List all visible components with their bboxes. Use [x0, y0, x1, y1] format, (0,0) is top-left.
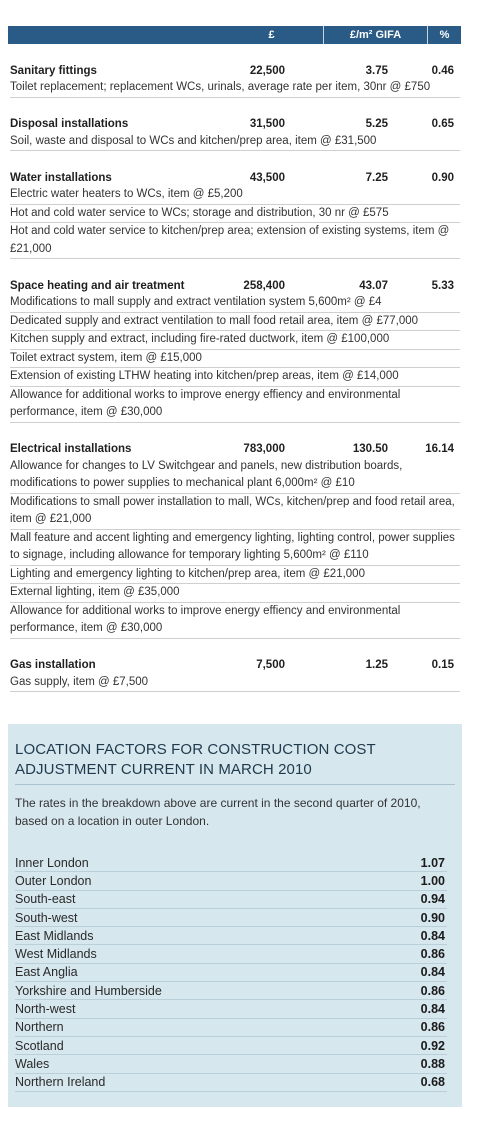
location-factor-row: [15, 854, 447, 872]
header-percent: %: [439, 29, 450, 41]
region-name: North-west: [15, 1002, 76, 1017]
section-total: 7,500: [256, 659, 285, 671]
region-factor: 0.92: [420, 1038, 445, 1053]
location-factor-row: [15, 1019, 447, 1037]
section-line-item: Hot and cold water service to WCs; storage and distribution, 30 nr @ £575: [10, 205, 460, 224]
section-line-item: Toilet extract system, item @ £15,000: [10, 350, 460, 369]
section-line-item: Modifications to mall supply and extract ventilation system 5,600m² @ £4: [10, 294, 460, 313]
location-factor-row: [15, 964, 447, 982]
region-name: Outer London: [15, 873, 92, 888]
region-name: Wales: [15, 1056, 50, 1071]
section-rate: 130.50: [352, 443, 388, 455]
location-factor-row: [15, 927, 447, 945]
section-line-item: Extension of existing LTHW heating into kitchen/prep areas, item @ £14,000: [10, 368, 460, 387]
section-line-item: Toilet replacement; replacement WCs, urinals, average rate per item, 30nr @ £750: [10, 79, 460, 98]
region-factor: 0.94: [420, 892, 445, 907]
region-name: South-west: [15, 910, 78, 925]
section-line-item: Modifications to small power installation to mall, WCs, kitchen/prep and food retail area, item @ £21,000: [10, 494, 460, 530]
location-factor-row: [15, 1000, 447, 1018]
cost-sections: [10, 62, 460, 692]
region-name: Scotland: [15, 1038, 64, 1053]
location-factor-row: [15, 982, 447, 1000]
region-name: South-east: [15, 892, 76, 907]
region-name: Yorkshire and Humberside: [15, 983, 162, 998]
section-percent: 0.15: [431, 659, 454, 671]
region-name: East Anglia: [15, 965, 78, 980]
section-line-item: Lighting and emergency lighting to kitchen/prep area, item @ £21,000: [10, 566, 460, 585]
section-line-item: Kitchen supply and extract, including fire-rated ductwork, item @ £100,000: [10, 331, 460, 350]
section-line-item: Dedicated supply and extract ventilation to mall food retail area, item @ £77,000: [10, 313, 460, 332]
section-line-item: Allowance for additional works to improve energy effiency and environmental performance, item @ £30,000: [10, 387, 460, 423]
section-name: Sanitary fittings: [10, 64, 97, 77]
section-line-item: Hot and cold water service to kitchen/prep area; extension of existing systems, item @ £21,000: [10, 223, 460, 259]
cost-section: [10, 62, 460, 98]
section-percent: 0.46: [431, 64, 454, 77]
section-total: 783,000: [243, 443, 285, 455]
cost-section: [10, 441, 460, 639]
region-factor: 0.84: [420, 965, 445, 980]
section-line-item: Allowance for additional works to improve energy effiency and environmental performance, item @ £30,000: [10, 603, 460, 639]
location-factor-row: [15, 1055, 447, 1073]
region-factor: 0.84: [420, 1002, 445, 1017]
cost-section: [10, 169, 460, 259]
section-heading-row: [10, 657, 460, 674]
location-factor-row: [15, 872, 447, 890]
section-rate: 1.25: [365, 659, 388, 671]
region-factor: 0.86: [420, 983, 445, 998]
region-name: Northern Ireland: [15, 1075, 106, 1090]
section-line-item: Electric water heaters to WCs, item @ £5,200: [10, 186, 460, 205]
section-name: Electrical installations: [10, 443, 132, 455]
section-line-item: Mall feature and accent lighting and emergency lighting, lighting control, power supplies to signage, including allowance for temporary lighting 5,600m² @ £110: [10, 530, 460, 566]
region-factor: 0.68: [420, 1075, 445, 1090]
section-heading-row: [10, 62, 460, 79]
region-factor: 1.07: [420, 855, 445, 870]
region-name: East Midlands: [15, 928, 94, 943]
section-heading-row: [10, 441, 460, 458]
section-total: 22,500: [249, 64, 285, 77]
header-gbp: £: [220, 26, 324, 44]
region-factor: 1.00: [420, 873, 445, 888]
section-name: Disposal installations: [10, 118, 129, 130]
location-factor-row: [15, 1074, 447, 1092]
section-rate: 3.75: [365, 64, 388, 77]
section-rate: 5.25: [365, 118, 388, 130]
section-line-item: Soil, waste and disposal to WCs and kitchen/prep area, item @ £31,500: [10, 133, 460, 152]
region-name: Inner London: [15, 855, 89, 870]
location-factor-row: [15, 909, 447, 927]
section-heading-row: [10, 116, 460, 133]
section-percent: 0.65: [431, 118, 454, 130]
section-line-item: External lighting, item @ £35,000: [10, 584, 460, 603]
section-line-item: Gas supply, item @ £7,500: [10, 674, 460, 693]
header-rate-per-m2: £/m² GIFA: [324, 26, 428, 44]
region-name: West Midlands: [15, 947, 97, 962]
section-name: Water installations: [10, 171, 112, 184]
header-label-column: [8, 26, 220, 44]
section-total: 31,500: [249, 118, 285, 130]
section-total: 43,500: [249, 171, 285, 184]
section-rate: 7.25: [365, 171, 388, 184]
location-factor-row: [15, 945, 447, 963]
region-factor: 0.88: [420, 1056, 445, 1071]
location-factors-panel: [8, 724, 462, 1107]
cost-section: [10, 277, 460, 423]
region-factor: 0.86: [420, 1020, 445, 1035]
section-rate: 43.07: [359, 279, 388, 292]
location-factors-intro: The rates in the breakdown above are current in the second quarter of 2010, based on a location in outer London.: [15, 796, 421, 828]
region-factor: 0.90: [420, 910, 445, 925]
section-name: Gas installation: [10, 659, 96, 671]
section-percent: 5.33: [431, 279, 454, 292]
section-percent: 16.14: [425, 443, 454, 455]
location-factors-list: [15, 854, 447, 1092]
region-factor: 0.86: [420, 947, 445, 962]
cost-section: [10, 116, 460, 152]
location-factors-title: LOCATION FACTORS FOR CONSTRUCTION COST ADJUSTMENT CURRENT IN MARCH 2010: [15, 740, 455, 785]
section-line-item: Allowance for changes to LV Switchgear and panels, new distribution boards, modifications to power supplies to mechanical plant 6,000m² @ £10: [10, 458, 460, 494]
location-factor-row: [15, 1037, 447, 1055]
section-name: Space heating and air treatment: [10, 279, 185, 292]
location-factor-row: [15, 891, 447, 909]
section-heading-row: [10, 277, 460, 294]
section-heading-row: [10, 169, 460, 186]
cost-section: [10, 657, 460, 693]
region-name: Northern: [15, 1020, 64, 1035]
table-header: [8, 26, 461, 44]
region-factor: 0.84: [420, 928, 445, 943]
section-percent: 0.90: [431, 171, 454, 184]
section-total: 258,400: [243, 279, 285, 292]
